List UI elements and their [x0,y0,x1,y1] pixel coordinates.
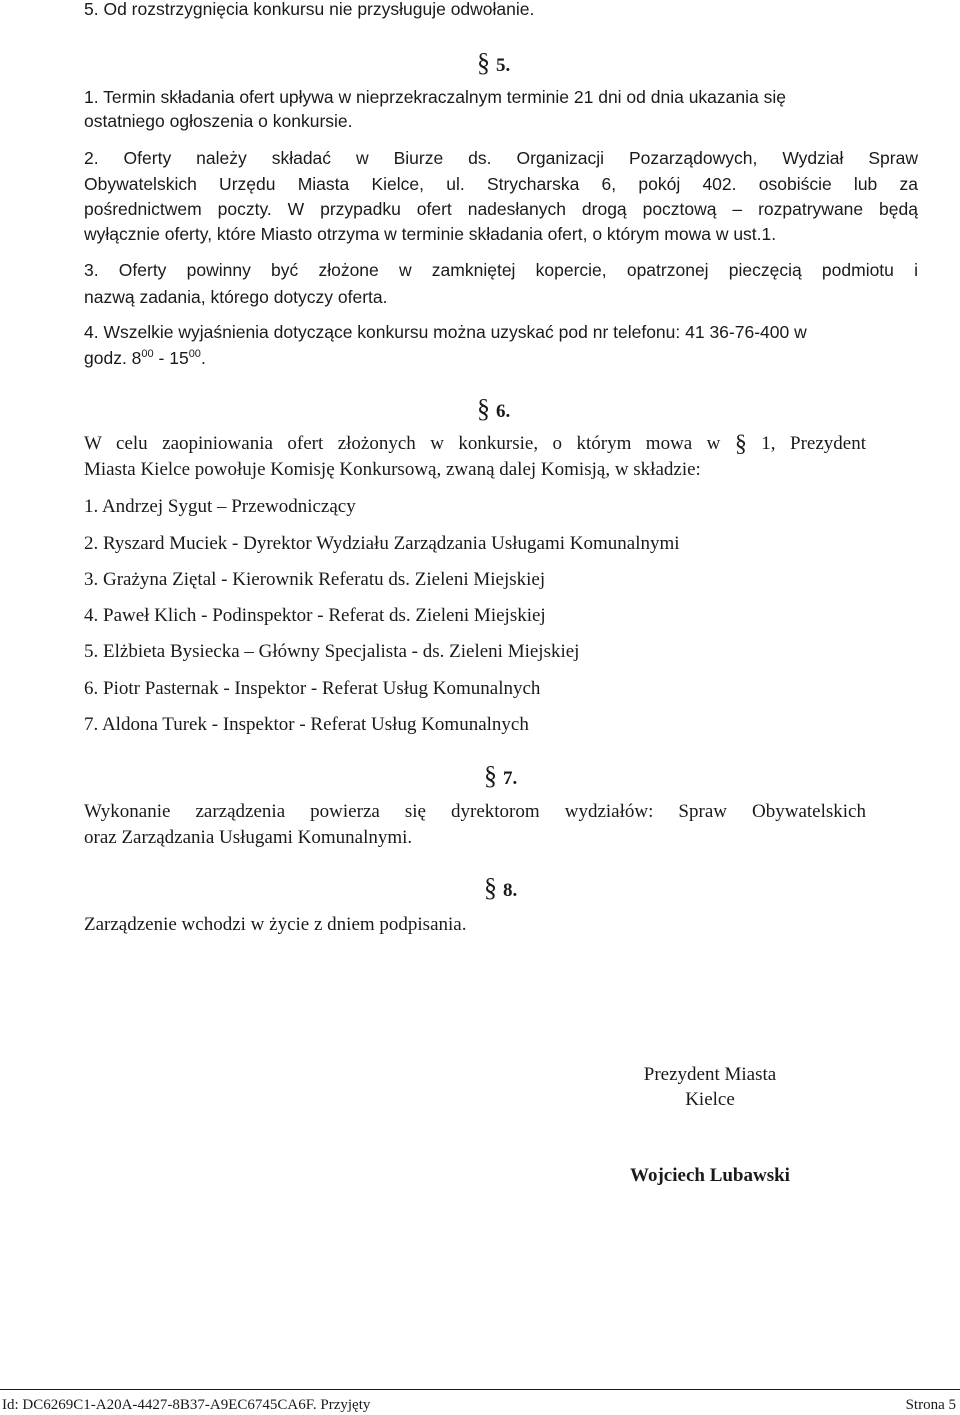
section-sign-icon: § [484,761,497,790]
section-sign-icon: § [477,48,490,77]
footer-divider [0,1389,960,1390]
s5-point-2-line-2: Obywatelskich Urzędu Miasta Kielce, ul. Strycharska 6, pokój 402. osobiście lub za [84,174,918,194]
s5-point-2-line-3: pośrednictwem poczty. W przypadku ofert nadesłanych drogą pocztową – rozpatrywane będą [84,199,918,219]
commission-member: 3. Grażyna Ziętal - Kierownik Referatu ds. Zieleni Miejskiej [84,569,546,590]
s6-intro-line-2: Miasta Kielce powołuje Komisję Konkursową, zwaną dalej Komisją, w składzie: [84,459,701,480]
section-5-heading: § 5. [477,48,511,77]
section-8-heading: § 8. [484,873,518,902]
commission-member: 2. Ryszard Muciek - Dyrektor Wydziału Zarządzania Usługami Komunalnymi [84,533,680,554]
s5-point-2-line-4: wyłącznie oferty, które Miasto otrzyma w terminie składania ofert, o którym mowa w ust.1. [84,224,777,244]
s5-point-2-line-1: 2. Oferty należy składać w Biurze ds. Organizacji Pozarządowych, Wydział Spraw [84,148,918,168]
s5-point-4-line-1: 4. Wszelkie wyjaśnienia dotyczące konkursu można uzyskać pod nr telefonu: 41 36-76-400 w [84,322,807,342]
s5-point-3-line-2: nazwą zadania, którego dotyczy oferta. [84,287,388,307]
commission-member: 6. Piotr Pasternak - Inspektor - Referat Usług Komunalnych [84,678,541,699]
commission-member: 4. Paweł Klich - Podinspektor - Referat ds. Zieleni Miejskiej [84,605,546,626]
section-7-heading: § 7. [484,761,518,790]
page-number: Strona 5 [905,1397,956,1413]
s5-point-3-line-1: 3. Oferty powinny być złożone w zamkniętej kopercie, opatrzonej pieczęcią podmiotu i [84,260,918,280]
document-id: Id: DC6269C1-A20A-4427-8B37-A9EC6745CA6F. Przyjęty [2,1397,371,1413]
section-sign-icon: § [484,873,497,902]
signature-title-line-1: Prezydent Miasta [643,1064,777,1085]
s5-point-4-line-2: godz. $8^{00} - 15^{00}$. [84,348,206,368]
section-sign-icon: § [734,431,747,457]
s8-text: Zarządzenie wchodzi w życie z dniem podpisania. [84,914,467,935]
signatory-name: Wojciech Lubawski [630,1165,790,1186]
s7-text-line-1: Wykonanie zarządzenia powierza się dyrektorom wydziałów: Spraw Obywatelskich [84,801,866,822]
s5-point-1-line-1: 1. Termin składania ofert upływa w nieprzekraczalnym terminie 21 dni od dnia ukazania się [84,87,786,107]
s7-text-line-2: oraz Zarządzania Usługami Komunalnymi. [84,827,413,848]
signature-title-line-2: Kielce [685,1089,735,1110]
section-6-heading: § 6. [477,394,511,423]
s6-intro-line-1: W celu zaopiniowania ofert złożonych w konkursie, o którym mowa w § 1, Prezydent [84,431,866,457]
section-sign-icon: § [477,394,490,423]
commission-member: 1. Andrzej Sygut – Przewodniczący [84,496,356,517]
s5-point-1-line-2: ostatniego ogłoszenia o konkursie. [84,111,353,131]
commission-member: 5. Elżbieta Bysiecka – Główny Specjalista - ds. Zieleni Miejskiej [84,641,580,662]
decision-no-appeal-item: 5. Od rozstrzygnięcia konkursu nie przysługuje odwołanie. [84,0,535,19]
commission-member: 7. Aldona Turek - Inspektor - Referat Usług Komunalnych [84,714,529,735]
